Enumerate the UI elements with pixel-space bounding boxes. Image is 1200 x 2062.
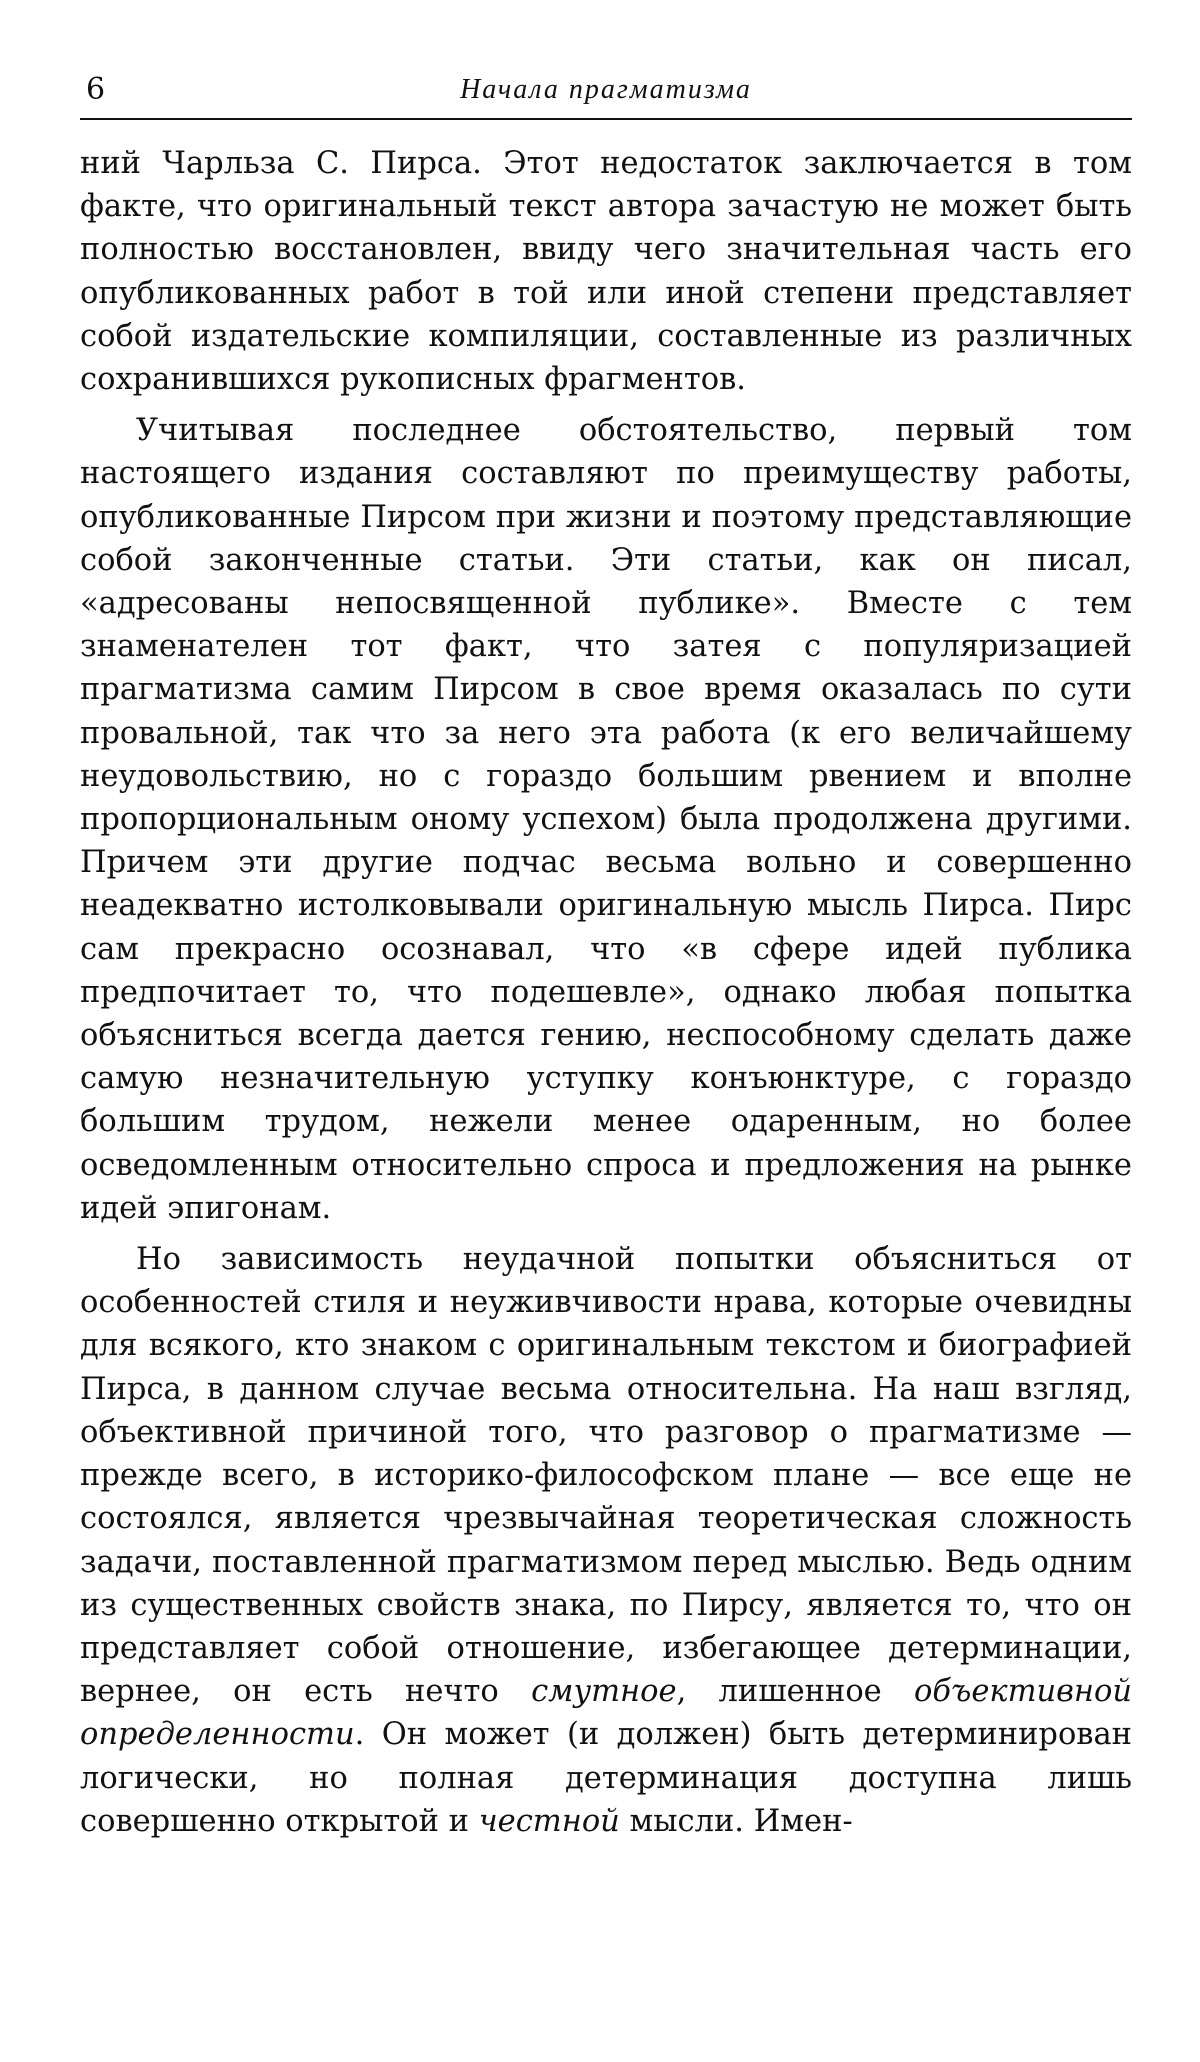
- text-segment: Но зависимость неудачной попытки объясниться от особенностей стиля и неуживчивости нрава, которые очевидны для всякого, кто знаком с оригинальным текстом и биографией Пирса, в данном случае весьма относительна. На наш взгляд, объективной причиной того, что разговор о прагматизме — прежде всего, в историко-философском плане — все еще не состоялся, является чрезвычайная теоретическая сложность задачи, поставленной прагматизмом перед мыслью. Ведь одним из существенных свойств знака, по Пирсу, является то, что он представляет собой отношение, избегающее детерминации, вернее, он есть нечто: [80, 1242, 1132, 1710]
- body-text: [80, 142, 1132, 1843]
- page-number: 6: [86, 72, 106, 107]
- book-page: [80, 66, 1132, 1851]
- paragraph-1: [80, 142, 1132, 401]
- italic-term-smutnoe: смутное: [531, 1674, 677, 1710]
- paragraph-2: [80, 409, 1132, 1230]
- italic-term-chestnoy: честной: [478, 1803, 620, 1839]
- text-segment: . Он может (и должен) быть детерминирован логически, но полная детерминация доступна лишь совершенно открытой и: [80, 1717, 1132, 1839]
- text-segment: мысли. Имен-: [619, 1803, 853, 1839]
- page-header: [80, 66, 1132, 120]
- paragraph-3: [80, 1238, 1132, 1843]
- text-segment: , лишенное: [676, 1674, 915, 1710]
- running-title: Начала прагматизма: [460, 74, 752, 105]
- text-segment: ний Чарльза С. Пирса. Этот недостаток заключается в том факте, что оригинальный текст автора зачастую не может быть полностью восстановлен, ввиду чего значительная часть его опубликованных работ в той или иной степени представляет собой издательские компиляции, составленные из различных сохранившихся рукописных фрагментов.: [80, 146, 1132, 398]
- italic-term-objective-definiteness: объективной определенности: [80, 1674, 1132, 1753]
- text-segment: Учитывая последнее обстоятельство, первый том настоящего издания составляют по преимуществу работы, опубликованные Пирсом при жизни и поэтому представляющие собой законченные статьи. Эти статьи, как он писал, «адресованы непосвященной публике». Вместе с тем знаменателен тот факт, что затея с популяризацией прагматизма самим Пирсом в свое время оказалась по сути провальной, так что за него эта работа (к его величайшему неудовольствию, но с гораздо большим рвением и вполне пропорциональным оному успехом) была продолжена другими. Причем эти другие подчас весьма вольно и совершенно неадекватно истолковывали оригинальную мысль Пирса. Пирс сам прекрасно осознавал, что «в сфере идей публика предпочитает то, что подешевле», однако любая попытка объясниться всегда дается гению, неспособному сделать даже самую незначительную уступку конъюнктуре, с гораздо большим трудом, нежели менее одаренным, но более осведомленным относительно спроса и предложения на рынке идей эпигонам.: [80, 413, 1132, 1226]
